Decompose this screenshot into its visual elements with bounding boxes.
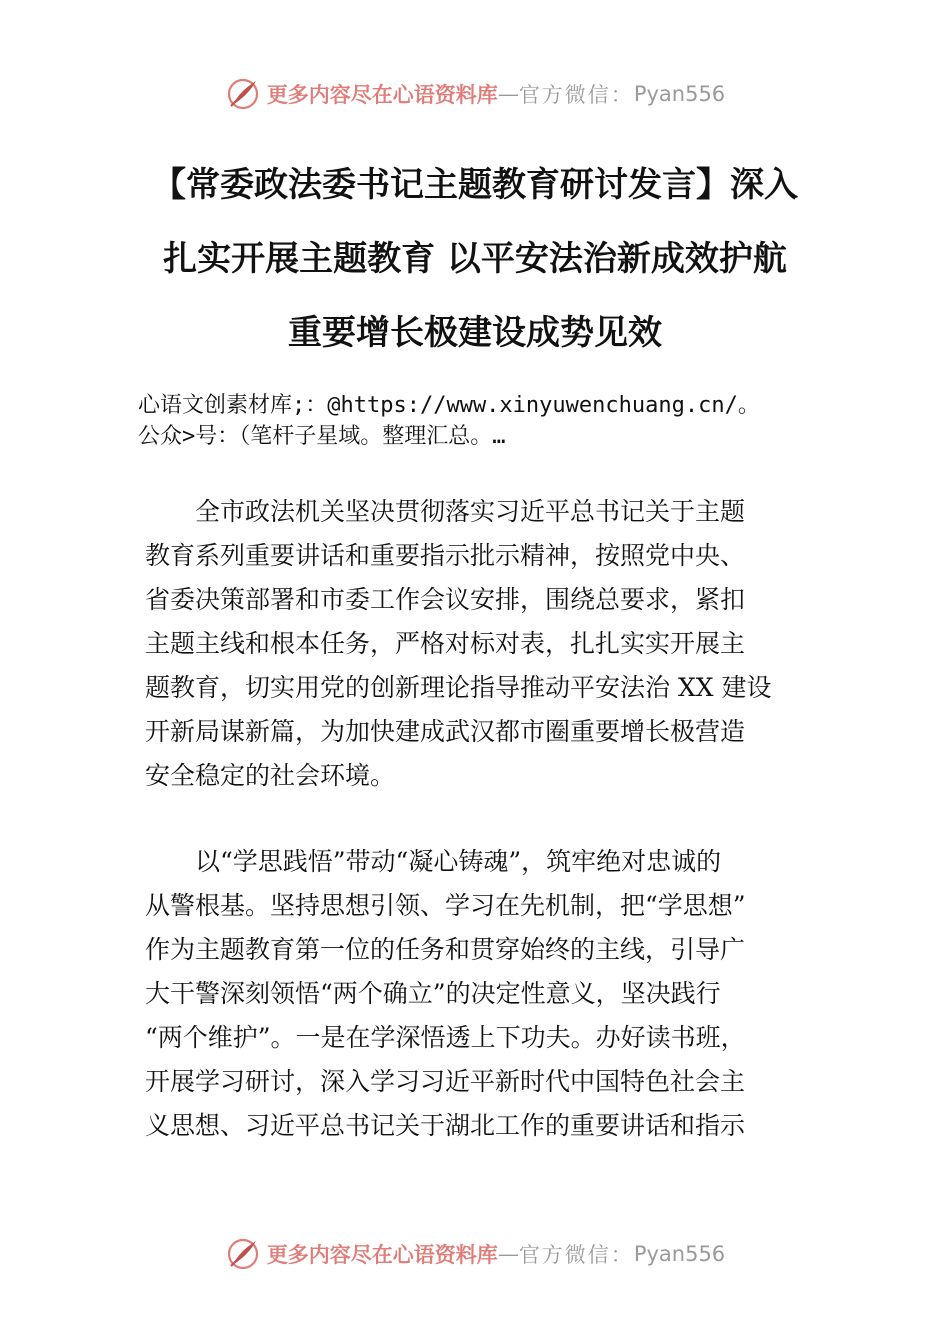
body-paragraph-2 xyxy=(145,840,815,1148)
source-line: 心语文创素材库;：@https://www.xinyuwenchuang.cn/。 xyxy=(138,393,760,418)
paragraph-line: 开展学习研讨，深入学习习近平新时代中国特色社会主 xyxy=(145,1067,746,1096)
paragraph-line: 以“学思践悟”带动“凝心铸魂”，筑牢绝对忠诚的 xyxy=(145,847,722,876)
quill-logo-icon xyxy=(225,76,261,112)
paragraph-line: 开新局谋新篇，为加快建成武汉都市圈重要增长极营造 xyxy=(145,717,746,746)
body-paragraph-1 xyxy=(145,490,815,798)
paragraph-line: 作为主题教育第一位的任务和贯穿始终的主线，引导广 xyxy=(145,935,746,964)
paragraph-line: 大干警深刻领悟“两个确立”的决定性意义，坚决践行 xyxy=(145,979,721,1008)
title-line: 重要增长极建设成势见效 xyxy=(288,313,662,353)
paragraph-line: 题教育，切实用党的创新理论指导推动平安法治 XX 建设 xyxy=(145,673,772,702)
document-title xyxy=(120,148,830,370)
wechat-id: Pyan556 xyxy=(633,1242,726,1266)
banner-separator: — xyxy=(497,1242,519,1266)
header-watermark-banner xyxy=(0,72,950,116)
banner-separator: — xyxy=(497,82,519,106)
source-line: 公众>号：（笔杆子星域。整理汇总。… xyxy=(138,424,506,449)
wechat-label: 官方微信： xyxy=(518,83,634,107)
paragraph-line: 主题主线和根本任务，严格对标对表，扎扎实实开展主 xyxy=(145,629,746,658)
title-line: 扎实开展主题教育 以平安法治新成效护航 xyxy=(163,239,787,279)
paragraph-line: 安全稳定的社会环境。 xyxy=(145,761,396,790)
paragraph-line: “两个维护”。一是在学深悟透上下功夫。办好读书班， xyxy=(145,1023,746,1052)
brand-text: 更多内容尽在心语资料库 xyxy=(266,82,498,107)
wechat-id: Pyan556 xyxy=(633,82,726,106)
quill-logo-icon xyxy=(225,1236,261,1272)
brand-text: 更多内容尽在心语资料库 xyxy=(266,1242,498,1267)
footer-watermark-banner xyxy=(0,1232,950,1276)
wechat-label: 官方微信： xyxy=(518,1243,634,1267)
paragraph-line: 义思想、习近平总书记关于湖北工作的重要讲话和指示 xyxy=(145,1111,746,1140)
source-note xyxy=(138,390,828,452)
title-line: 【常委政法委书记主题教育研讨发言】深入 xyxy=(152,165,798,205)
paragraph-line: 从警根基。坚持思想引领、学习在先机制，把“学思想” xyxy=(145,891,746,920)
paragraph-line: 教育系列重要讲话和重要指示批示精神，按照党中央、 xyxy=(145,541,746,570)
paragraph-line: 全市政法机关坚决贯彻落实习近平总书记关于主题 xyxy=(145,497,746,526)
paragraph-line: 省委决策部署和市委工作会议安排，围绕总要求，紧扣 xyxy=(145,585,746,614)
